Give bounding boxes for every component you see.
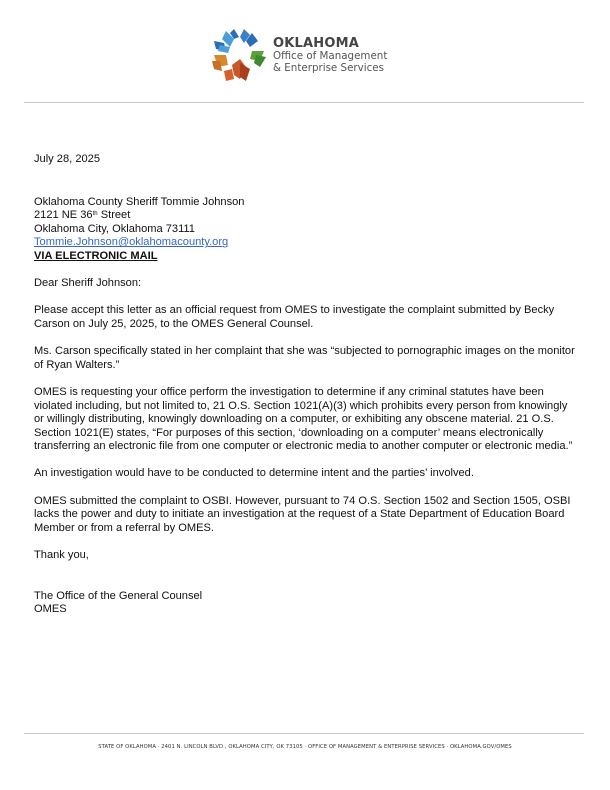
oklahoma-star-logo-icon	[210, 27, 268, 83]
header-divider	[24, 102, 584, 103]
recipient-email-link[interactable]: Tommie.Johnson@oklahomacounty.org	[34, 236, 229, 249]
street-ordinal: th	[92, 211, 98, 218]
street-name: Street	[97, 209, 131, 222]
logo-wordmark	[273, 37, 387, 74]
street-number: 2121 NE 36	[34, 209, 93, 222]
paragraph-4: An investigation would have to be conducted to determine intent and the parties’ involved.	[34, 467, 474, 480]
letterhead	[0, 0, 610, 100]
paragraph-5: OMES submitted the complaint to OSBI. However, pursuant to 74 O.S. Section 1502 and Section 1505, OSBI lacks the power and duty to initiate an investigation at the request of a State Department of Education Board Member or from a referral by OMES.	[34, 494, 571, 534]
letter-body	[34, 153, 579, 617]
recipient-name: Oklahoma County Sheriff Tommie Johnson	[34, 195, 245, 208]
salutation: Dear Sheriff Johnson:	[34, 277, 142, 290]
logo-subtitle-line2: & Enterprise Services	[273, 62, 384, 74]
footer-address: STATE OF OKLAHOMA · 2401 N. LINCOLN BLVD., OKLAHOMA CITY, OK 73105 · OFFICE OF MANAGEMENT & ENTERPRISE SERVICES · OKLAHOMA.GOV/OMES	[98, 744, 512, 750]
closing: Thank you,	[34, 549, 89, 562]
recipient-address	[34, 196, 579, 264]
footer-divider	[24, 733, 584, 734]
recipient-street	[34, 209, 579, 223]
logo-subtitle-line1: Office of Management	[273, 50, 388, 62]
recipient-city: Oklahoma City, Oklahoma 73111	[34, 222, 195, 235]
delivery-method: VIA ELECTRONIC MAIL	[34, 249, 158, 262]
signature-office: The Office of the General Counsel	[34, 589, 203, 602]
signature-org: OMES	[34, 603, 67, 616]
paragraph-3: OMES is requesting your office perform the investigation to determine if any criminal statutes have been violated including, but not limited to, 21 O.S. Section 1021(A)(3) which prohibits every person from knowingly or willingly distributing, knowingly downloading on a computer, or exhibiting any obscene material. 21 O.S. Section 1021(E) states, “For purposes of this section, ‘downloading on a computer’ means electronically transferring an electronic file from one computer or electronic media to another computer or electronic media.”	[34, 385, 573, 453]
paragraph-1: Please accept this letter as an official request from OMES to investigate the complaint submitted by Becky Carson on July 25, 2025, to the OMES General Counsel.	[34, 304, 555, 330]
paragraph-2: Ms. Carson specifically stated in her complaint that she was “subjected to pornographic images on the monitor of Ryan Walters.”	[34, 345, 575, 371]
logo-title: OKLAHOMA	[273, 36, 359, 51]
letter-date: July 28, 2025	[34, 153, 100, 165]
